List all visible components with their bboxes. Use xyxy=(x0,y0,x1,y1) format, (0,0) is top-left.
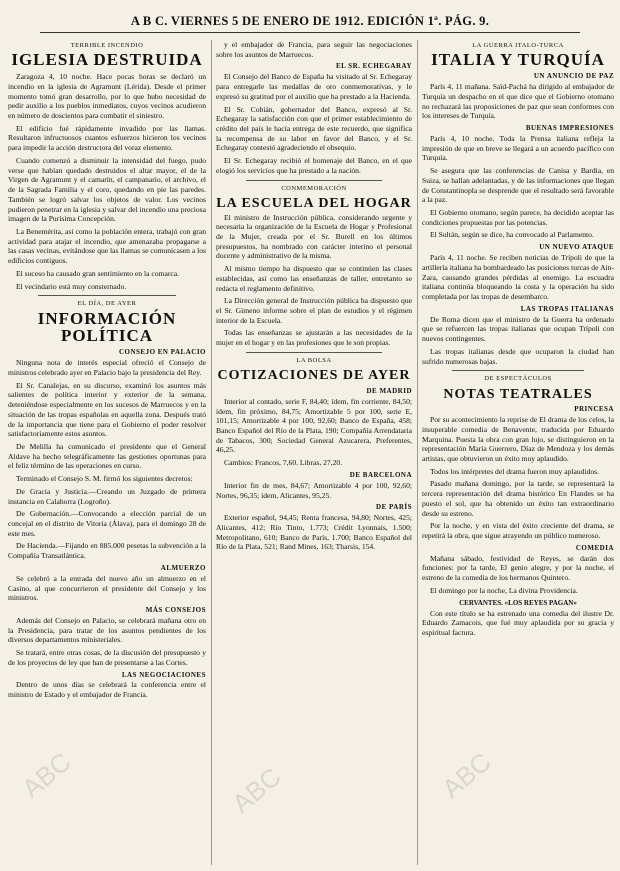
headline-notas-teatrales: NOTAS TEATRALES xyxy=(443,386,593,402)
paragraph: El Sr. Echegaray recibió el homenaje del Banco, en el que elogió los servicios que ha prestado a la nación. xyxy=(216,156,412,175)
paragraph: Exterior español, 94,45; Renta francesa, 94,80; Nortes, 425; Alicantes, 412; Río Tinto, 1.773; Crédit Lyonnais, 1.500; Metropolitano, 610; Banco de París, 1.700; Banco Español del Río de la Plata, 521; Rand Mines, 163; Tharsis, 154. xyxy=(216,513,412,552)
paragraph: Se celebró a la entrada del nuevo año un almuerzo en el Casino, al que concurrieron el presidente del Consejo y los ministros. xyxy=(8,573,206,603)
section-kicker: DE ESPECTÁCULOS xyxy=(484,375,552,383)
paragraph: Ninguna nota de interés especial ofreció el Consejo de ministros celebrado ayer en Palacio bajo la presidencia del Rey. xyxy=(8,358,206,377)
paragraph: El domingo por la noche, La divina Providencia. xyxy=(430,585,578,595)
paragraph: De Gobernación.—Convocando a elección parcial de un concejal en el distrito de Vitoria (Álava), para el domingo 28 de este mes. xyxy=(8,509,206,538)
headline-italia-turquia: ITALIA Y TURQUÍA xyxy=(431,50,605,70)
subheading: EL SR. ECHEGARAY xyxy=(335,62,412,71)
headline-escuela-hogar: LA ESCUELA DEL HOGAR xyxy=(216,195,412,211)
subheading: COMEDIA xyxy=(575,543,614,552)
paragraph: El suceso ha causado gran sentimiento en la comarca. xyxy=(16,268,179,278)
paragraph: La Benemérita, así como la población entera, trabajó con gran actividad para atajar el incendio, que amenazaba propagarse a las casas vecinas, evitándose que las llamas se comunicasen a los edificios contiguos. xyxy=(8,226,206,266)
column-rule xyxy=(417,40,418,865)
paragraph: Por la noche, y en vista del éxito creciente del drama, se repetirá la obra, que sigue atrayendo un público numeroso. xyxy=(422,521,614,541)
paragraph: El Consejo del Banco de España ha visitado al Sr. Echegaray para entregarle las medallas de oro conmemorativas, y le expresó su gratitud por el auxilio que ha prestado a la Hacienda. xyxy=(216,72,412,101)
paragraph: Dentro de unos días se celebrará la conferencia entre el ministro de Estado y el embajador de Francia. xyxy=(8,680,206,700)
divider xyxy=(38,295,176,296)
divider xyxy=(246,352,382,353)
watermark: ABC xyxy=(226,761,287,819)
paragraph: y el embajador de Francia, para seguir las negociaciones sobre los asuntos de Marruecos. xyxy=(216,40,412,59)
column-3 xyxy=(422,40,614,865)
subheading: CONSEJO EN PALACIO xyxy=(118,348,206,357)
paragraph: Con este título se ha estrenado una comedia del ilustre Dr. Eduardo Zamacois, que fué muy aplaudida por su gracia y espiritual factura. xyxy=(422,608,614,638)
paragraph: Terminado el Consejo S. M. firmó los siguientes decretos: xyxy=(16,474,193,484)
paragraph: Cuando comenzó a disminuir la intensidad del fuego, pudo verse que habían quedado destruidos el altar mayor, el de la Virgen de Agramunt y el camarín, el campanario, el archivo, el de la Sagrada Familia y el coro, quedando en pie las paredes. También se logró salvar los objetos de valor. Los vecinos pudieron penetrar en la iglesia y salvar del incendio una preciosa imagen de la Purísima Concepción. xyxy=(8,155,206,224)
subheading: CERVANTES. «LOS REYES PAGAN» xyxy=(459,598,577,607)
headline-iglesia: IGLESIA DESTRUIDA xyxy=(11,50,203,70)
paragraph: Al mismo tiempo ha dispuesto que se continúen las clases establecidas, así como las enseñanzas de taller, entretanto se redacta el reglamento definitivo. xyxy=(216,264,412,293)
paragraph: Zaragoza 4, 10 noche. Hace pocas horas se declaró un incendio en la iglesia de Agramunt (Lérida). Desde el primer momento tomó gran desarrollo, por lo que hubo necesidad de pedir auxilio a los pueblos inmediatos, cuyos vecinos acudieron en número de doscientos para combatir el siniestro. xyxy=(8,72,206,121)
section-kicker: LA BOLSA xyxy=(296,356,332,364)
paragraph: París 4, 11 noche. Se reciben noticias de Trípoli de que la artillería italiana ha bombardeado las posiciones turcas de Ain-Zara, causando grandes pérdidas al enemigo. La escuadra italiana continúa bloqueando la costa y la operación ha sido completada por las tropas de desembarco. xyxy=(422,253,614,301)
section-kicker: TERRIBLE INCENDIO xyxy=(70,42,144,49)
paragraph: De Melilla ha comunicado el presidente que el General Aldave ha hecho telegráficamente las gestiones oportunas para el feliz término de las operaciones en curso. xyxy=(8,441,206,471)
subheading: LAS TROPAS ITALIANAS xyxy=(520,304,614,313)
paragraph: Pasado mañana domingo, por la tarde, se representará la tercera representación del drama histórico En Flandes se ha puesto el sol, que ha obtenido un éxito tan extraordinario desde su estreno. xyxy=(422,479,614,518)
paragraph: Por su acontecimiento la reprise de El drama de los celos, la insuperable comedia de Benavente, traducida por Eduardo Marquina. Puesta la obra con gran lujo, se distinguieron en la representación María Guerrero, Díaz de Mendoza y los demás artistas, que obtuvieron un éxito muy aplaudido. xyxy=(422,415,614,464)
paragraph: Cambios: Francos, 7,60. Libras, 27,20. xyxy=(224,458,343,468)
paragraph: Además del Consejo en Palacio, se celebrará mañana otro en la Presidencia, para tratar de los asuntos pendientes de los diversos departamentos ministeriales. xyxy=(8,615,206,645)
subheading: DE PARÍS xyxy=(376,503,412,512)
paragraph: De Roma dicen que el ministro de la Guerra ha ordenado que se refuercen las tropas italianas que ocupan Trípoli con nuevos contingentes. xyxy=(422,314,614,344)
paragraph: Mañana sábado, festividad de Reyes, se darán dos funciones: por la tarde, El genio alegre, y por la noche, el estreno de la comedia de los hermanos Quintero. xyxy=(422,553,614,583)
subheading: UN NUEVO ATAQUE xyxy=(539,243,614,252)
paragraph: El edificio fué rápidamente invadido por las llamas. Resultaron infructuosos cuantos esfuerzos hicieron los vecinos para impedir la acción destructora del voraz elemento. xyxy=(8,123,206,153)
subheading: PRINCESA xyxy=(574,405,614,414)
paragraph: La Dirección general de Instrucción pública ha dispuesto que el Sr. Gimeno informe sobre el plan de estudios y el régimen interior de la Escuela. xyxy=(216,296,412,325)
subheading: ALMUERZO xyxy=(160,563,206,572)
watermark: ABC xyxy=(436,746,497,804)
section-kicker: EL DÍA, DE AYER xyxy=(77,300,137,308)
paragraph: Interior fin de mes, 84,67; Amortizable 4 por 100, 92,60; Nortes, 96,35; ídem, Alicantes, 95,25. xyxy=(216,480,412,500)
divider xyxy=(452,370,584,371)
paragraph: Se tratará, entre otras cosas, de la discusión del presupuesto y de los proyectos de ley que han de presentarse a las Cortes. xyxy=(8,648,206,667)
paragraph: París 4, 11 mañana. Saïd-Pachá ha dirigido al embajador de Turquía un despacho en el que dice que el Gobierno otomano no rechazará las proposiciones de paz que sean conformes con los intereses de Turquía. xyxy=(422,82,614,121)
subheading: DE BARCELONA xyxy=(349,470,412,479)
paragraph: El Sr. Canalejas, en su discurso, examinó los asuntos más salientes de política interior y exterior de la semana, deteniéndose especialmente en los sucesos de Marruecos y en la situación de las tropas españolas en aquella zona. Después trató de la importancia que tiene para el Gobierno el poder resolver satisfactoriamente estos asuntos. xyxy=(8,380,206,439)
paragraph: El vecindario está muy consternado. xyxy=(16,281,127,291)
subheading: UN ANUNCIO DE PAZ xyxy=(533,72,614,81)
section-kicker: LA GUERRA ITALO-TURCA xyxy=(472,42,564,49)
paragraph: París 4, 10 noche. Toda la Prensa italiana refleja la impresión de que en breve se llegará a un acuerdo pacífico con Turquía. xyxy=(422,133,614,163)
column-1 xyxy=(8,40,206,865)
section-kicker: CONMEMORACIÓN xyxy=(281,184,347,192)
paragraph: Las tropas italianas desde que ocuparon la ciudad han sufrido numerosas bajas. xyxy=(422,346,614,366)
paragraph: Todas las enseñanzas se ajustarán a las necesidades de la mujer en el hogar y en las profesiones que le son propias. xyxy=(216,328,412,348)
divider xyxy=(246,180,382,181)
subheading: DE MADRID xyxy=(366,386,412,395)
column-2 xyxy=(216,40,412,865)
subheading: BUENAS IMPRESIONES xyxy=(525,123,614,132)
paragraph: Interior al contado, serie F, 84,40; ídem, fin corriente, 84,50; ídem, fin próximo, 84,75; Amortizable 5 por 100, serie E, 101,15; Amortizable 4 por 100, 92,60; Banco de España, 458; Banco Español del Río de la Plata, 190; Compañía Arrendataria de Tabacos, 300; Sociedad General Azucarera, Preferentes, 46,25. xyxy=(216,396,412,455)
subheading: MÁS CONSEJOS xyxy=(145,605,206,614)
masthead: A B C. VIERNES 5 DE ENERO DE 1912. EDICIÓN 1ª. PÁG. 9. xyxy=(40,14,580,33)
paragraph: El ministro de Instrucción pública, considerando urgente y necesaria la organización de la Escuela de Hogar y Profesional de la Mujer, creada por el Sr. Burell en los últimos presupuestos, ha nombrado con carácter interino el personal docente y administrativo de la misma. xyxy=(216,212,412,261)
paragraph: El Sr. Cobián, gobernador del Banco, expresó al Sr. Echegaray la satisfacción con que el primer establecimiento de crédito del país le hacía entrega de este recuerdo, que significa la recompensa de su labor en favor del Banco, y el Sr. Echegaray contestó agradeciendo el obsequio. xyxy=(216,104,412,153)
subheading: LAS NEGOCIACIONES xyxy=(121,670,206,679)
paragraph: Todos los intérpretes del drama fueron muy aplaudidos. xyxy=(430,466,600,476)
paragraph: El Sultán, según se dice, ha convocado al Parlamento. xyxy=(430,230,594,240)
paragraph: De Gracia y Justicia.—Creando un Juzgado de primera instancia en Calahorra (Logroño). xyxy=(8,486,206,506)
headline-cotizaciones: COTIZACIONES DE AYER xyxy=(217,368,411,384)
paragraph: De Hacienda.—Fijando en 885.000 pesetas la subvención a la Compañía Transatlántica. xyxy=(8,541,206,561)
paragraph: El Gobierno otomano, según parece, ha decidido aceptar las condiciones propuestas por las potencias. xyxy=(422,207,614,227)
column-rule xyxy=(211,40,212,865)
watermark: ABC xyxy=(16,746,77,804)
paragraph: Se asegura que las conferencias de Canisa y Bardia, en Suiza, se hallan adelantadas, y de las informaciones que llegan de Constantinopla se desprende que el resultado será favorable a la paz. xyxy=(422,166,614,205)
headline-informacion-politica: INFORMACIÓN POLÍTICA xyxy=(37,308,177,346)
